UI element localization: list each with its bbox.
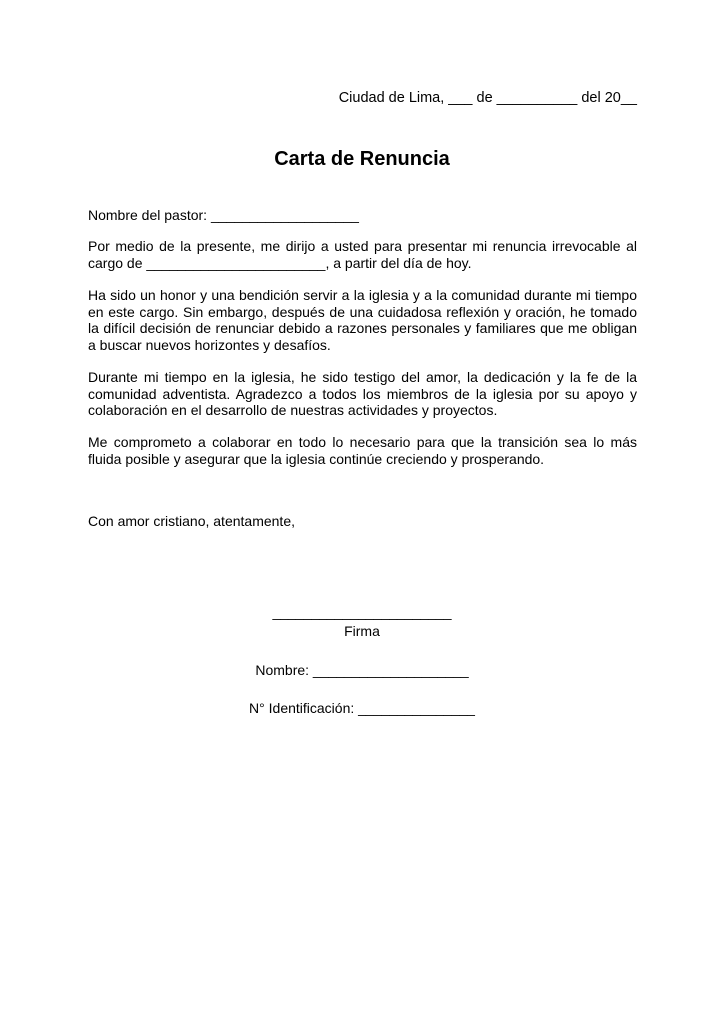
date-line: Ciudad de Lima, ___ de __________ del 20__: [338, 90, 637, 106]
paragraph-commitment: Me comprometo a colaborar en todo lo necesario para que la transición sea lo más fluida posible y asegurar que la iglesia continúe creciendo y prosperando.: [88, 434, 637, 467]
signature-name-line: Nombre: ____________________: [255, 662, 469, 678]
letter-title: Carta de Renuncia: [274, 148, 450, 170]
closing-line: Con amor cristiano, atentamente,: [88, 513, 295, 529]
pastor-name-line: Nombre del pastor: ___________________: [88, 207, 359, 223]
paragraph-gratitude: Durante mi tiempo en la iglesia, he sido testigo del amor, la dedicación y la fe de la comunidad adventista. Agradezco a todos los miembros de la iglesia por su apoyo y colaboración en el desarrollo de nuestras actividades y proyectos.: [88, 369, 637, 418]
paragraph-resignation: Por medio de la presente, me dirijo a usted para presentar mi renuncia irrevocable al cargo de _______________________, a partir del día de hoy.: [88, 238, 637, 271]
signature-label: Firma: [344, 623, 380, 639]
signature-id-line: N° Identificación: _______________: [249, 700, 475, 716]
paragraph-reasons: Ha sido un honor y una bendición servir a la iglesia y a la comunidad durante mi tiempo en este cargo. Sin embargo, después de una cuidadosa reflexión y oración, he tomado la difícil decisión de renunciar debido a razones personales y familiares que me obligan a buscar nuevos horizontes y desafíos.: [88, 287, 637, 353]
signature-line: _______________________: [272, 604, 452, 620]
